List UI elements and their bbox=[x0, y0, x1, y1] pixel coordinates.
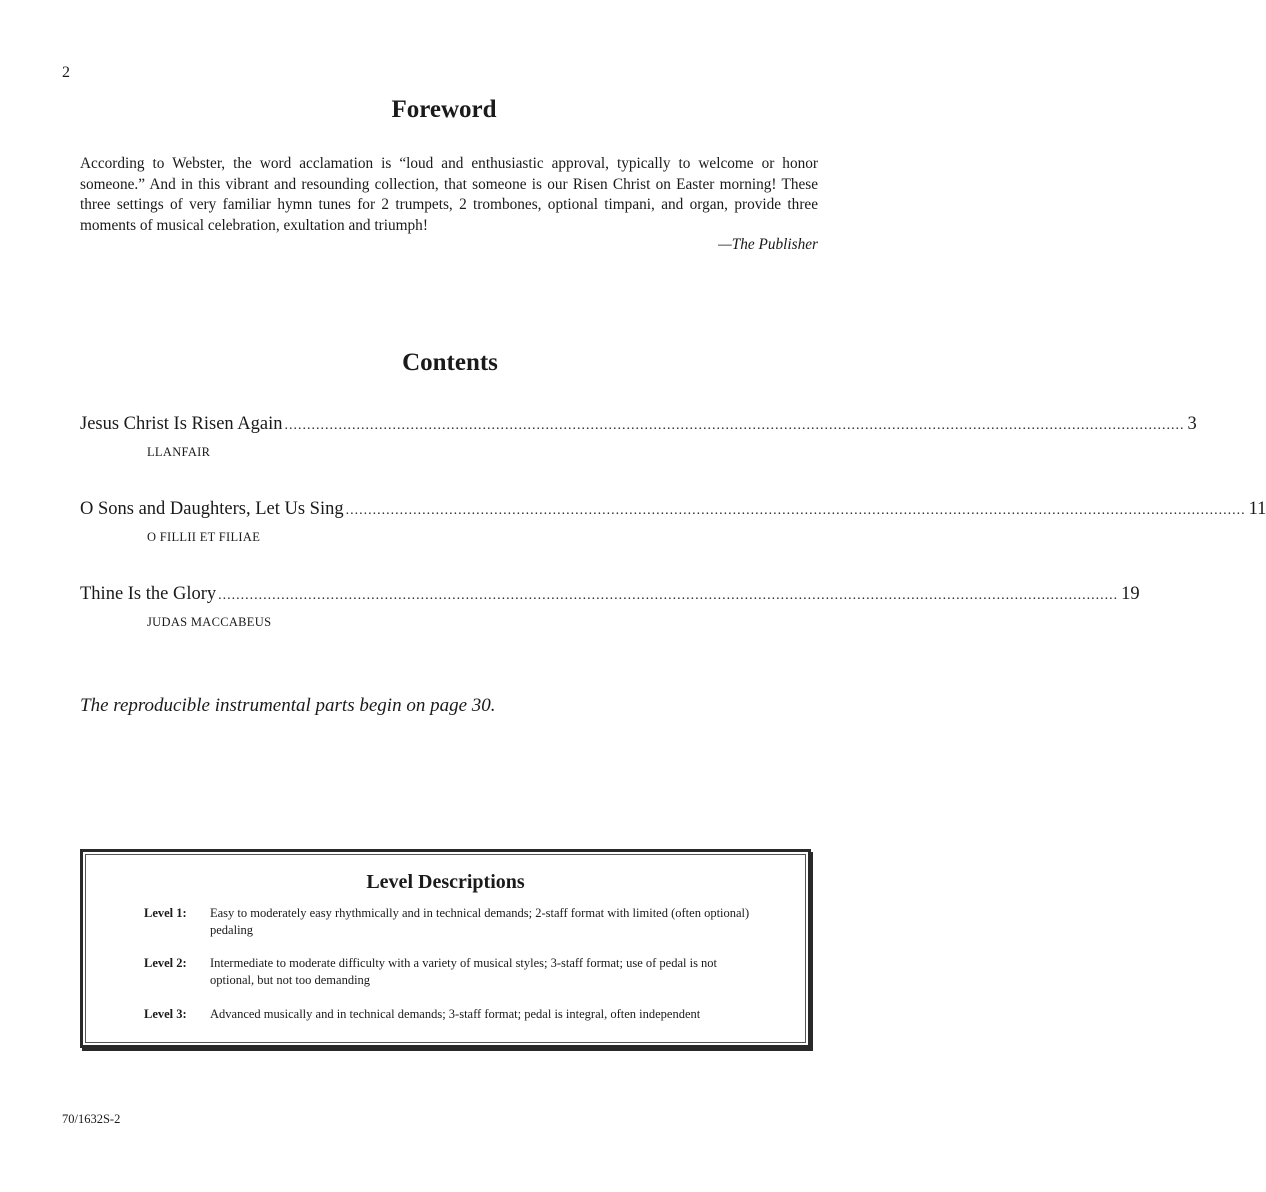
toc-entry[interactable] bbox=[80, 497, 1266, 545]
toc-leader-dots: ........................................................................................................................................................................................................ bbox=[284, 418, 1185, 433]
level-row bbox=[144, 905, 764, 939]
level-row bbox=[144, 1006, 764, 1023]
foreword-body bbox=[80, 154, 818, 236]
toc-entry-tune: O FILLII ET FILIAE bbox=[147, 530, 261, 544]
foreword-paragraph: According to Webster, the word acclamation is “loud and enthusiastic approval, typically to welcome or honor someone.” And in this vibrant and resounding collection, that someone is our Risen Christ on Easter morning! These three settings of very familiar hymn tunes for 2 trumpets, 2 trombones, optional timpani, and organ, provide three moments of musical celebration, exultation and triumph! bbox=[80, 155, 818, 234]
foreword-title: Foreword bbox=[391, 96, 497, 123]
level-descriptions-box bbox=[80, 849, 811, 1048]
toc-entry-page: 11 bbox=[1248, 499, 1266, 519]
toc-entry-title: Jesus Christ Is Risen Again bbox=[80, 414, 283, 434]
toc-entry-page: 19 bbox=[1121, 584, 1140, 604]
toc-entry-tune: JUDAS MACCABEUS bbox=[147, 615, 272, 629]
toc-entry-page: 3 bbox=[1187, 414, 1197, 434]
level-label: Level 3: bbox=[144, 1007, 187, 1021]
contents-title: Contents bbox=[402, 349, 498, 376]
toc-leader-dots: ........................................................................................................................................................................................................ bbox=[345, 503, 1246, 518]
level-description: Intermediate to moderate difficulty with a variety of musical styles; 3-staff format; use of pedal is not optional, but not too demanding bbox=[210, 956, 718, 987]
toc-entry[interactable] bbox=[80, 582, 1140, 630]
level-row bbox=[144, 955, 764, 989]
level-description: Easy to moderately easy rhythmically and in technical demands; 2-staff format with limited (often optional) pedaling bbox=[210, 906, 750, 937]
page-number: 2 bbox=[62, 64, 70, 81]
level-label: Level 2: bbox=[144, 956, 187, 970]
level-descriptions-title: Level Descriptions bbox=[366, 871, 525, 893]
catalog-number: 70/1632S-2 bbox=[62, 1112, 121, 1126]
toc-entry-title: O Sons and Daughters, Let Us Sing bbox=[80, 499, 344, 519]
level-label: Level 1: bbox=[144, 906, 187, 920]
toc-leader-dots: ........................................................................................................................................................................................................ bbox=[218, 588, 1119, 603]
parts-note: The reproducible instrumental parts begin on page 30. bbox=[80, 695, 496, 716]
foreword-signature: —The Publisher bbox=[718, 236, 818, 253]
toc-entry[interactable] bbox=[80, 412, 1197, 460]
toc-entry-tune: LLANFAIR bbox=[147, 445, 211, 459]
level-descriptions-inner-frame bbox=[85, 854, 806, 1043]
toc-entry-title: Thine Is the Glory bbox=[80, 584, 217, 604]
level-description: Advanced musically and in technical demands; 3-staff format; pedal is integral, often independent bbox=[210, 1007, 701, 1021]
